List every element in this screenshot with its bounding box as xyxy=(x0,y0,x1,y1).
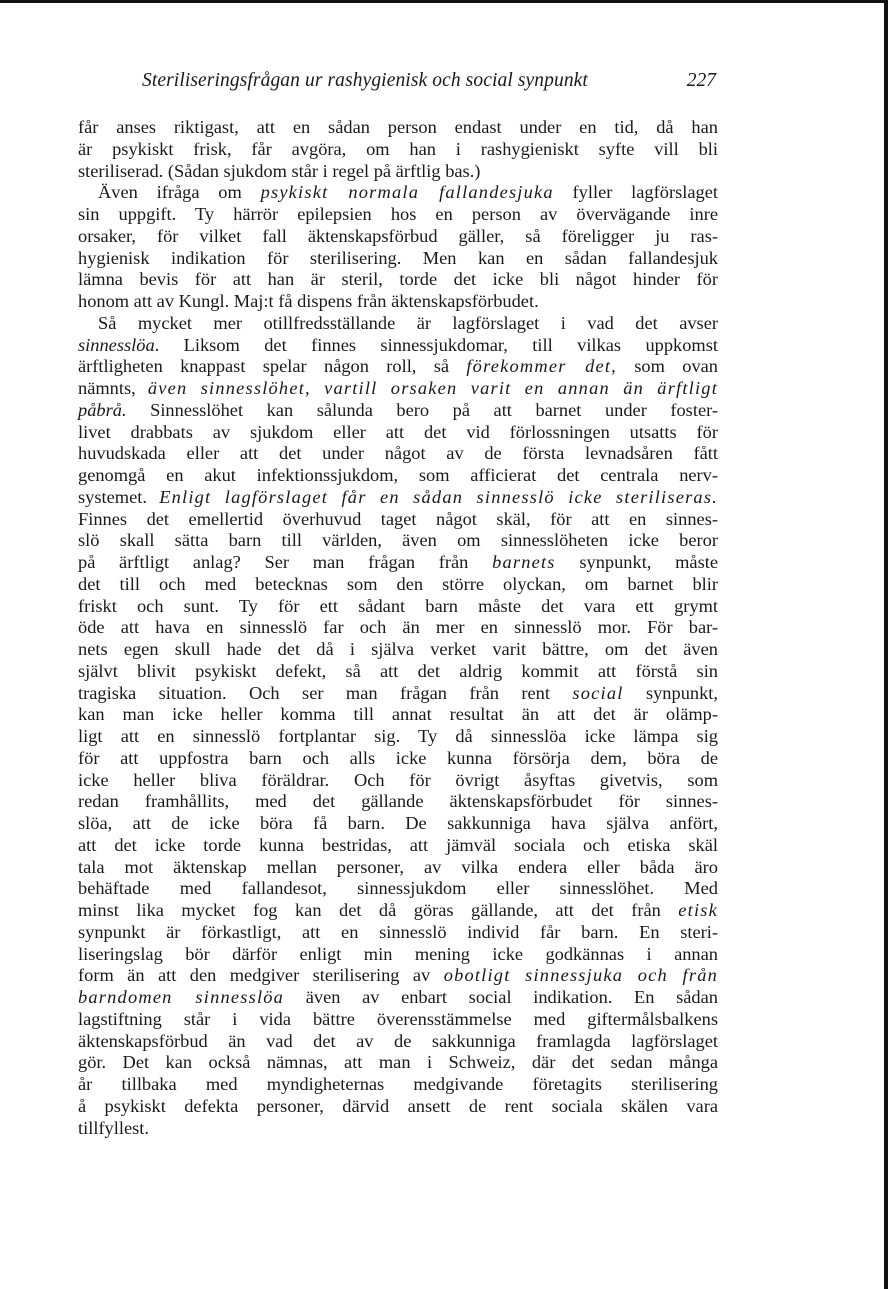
text-line xyxy=(78,117,718,139)
text-line xyxy=(78,835,718,857)
emphasis-text: psykiskt normala fallandesjuka xyxy=(260,182,554,203)
text-run: tragiska situation. Och ser man frågan från rent xyxy=(78,682,573,703)
text-line xyxy=(78,639,718,661)
text-line xyxy=(78,248,718,270)
text-run: tillfyllest. xyxy=(78,1117,150,1138)
text-line xyxy=(78,596,718,618)
text-line xyxy=(78,878,718,900)
emphasis-text: påbrå. xyxy=(78,399,127,420)
text-line xyxy=(78,465,718,487)
text-line xyxy=(78,1031,718,1053)
text-run: liseringslag bör därför enligt min mening icke godkännas i annan xyxy=(78,943,718,964)
emphasis-text: förekommer det, xyxy=(466,356,617,377)
text-run: genomgå en akut infektionssjukdom, som afficierat det centrala nerv- xyxy=(78,465,718,485)
text-run: ligt att en sinnesslö fortplantar sig. Ty då sinnesslöa icke lämpa sig xyxy=(78,726,718,746)
text-line xyxy=(78,443,718,465)
text-run: äktenskapsförbud än vad det av de sakkunniga framlagda lagförslaget xyxy=(78,1030,718,1051)
emphasis-text: obotligt sinnessjuka och från xyxy=(443,965,719,986)
text-run: icke heller bliva föräldrar. Och för övrigt åsyftas givetvis, som xyxy=(78,769,718,790)
text-run: systemet. xyxy=(78,486,160,507)
text-run: sin uppgift. Ty härrör epilepsien hos en person av övervägande inre xyxy=(78,204,718,224)
text-run: orsaker, för vilket fall äktenskapsförbud gäller, så föreligger ju ras- xyxy=(78,225,718,246)
text-run: honom att av Kungl. Maj:t få dispens från äktenskapsförbudet. xyxy=(78,291,539,311)
text-run: Även ifråga om xyxy=(98,182,261,203)
text-line xyxy=(78,226,718,248)
text-line xyxy=(78,139,718,161)
text-line xyxy=(78,422,718,444)
text-run: lagstiftning står i vida bättre överensstämmelse med giftermålsbalkens xyxy=(78,1008,718,1029)
text-run: huvudskada eller att det under något av de första levnadsåren fått xyxy=(78,443,718,464)
text-line xyxy=(78,356,718,378)
text-line xyxy=(78,291,718,313)
scan-border-top xyxy=(0,0,888,3)
body-text xyxy=(78,117,718,1139)
text-line xyxy=(78,944,718,966)
text-run: hygienisk indikation för sterilisering. Men kan en sådan fallandesjuk xyxy=(78,247,718,268)
text-run: gör. Det kan också nämnas, att man i Schweiz, där det sedan många xyxy=(78,1052,718,1073)
text-run: år tillbaka med myndigheternas medgivande företagits sterilisering xyxy=(78,1074,718,1094)
text-line xyxy=(78,552,718,574)
text-run: synpunkt, xyxy=(623,682,718,703)
text-run: synpunkt är förkastligt, att en sinnesslö individ får barn. En steri- xyxy=(78,921,718,942)
text-line xyxy=(78,313,718,335)
text-run: synpunkt, måste xyxy=(555,552,718,572)
text-line xyxy=(78,857,718,879)
text-run: å psykiskt defekta personer, därvid ansett de rent sociala skälen vara xyxy=(78,1095,718,1116)
text-line xyxy=(78,922,718,944)
text-run: slö skall sätta barn till världen, även om sinnesslöheten icke beror xyxy=(78,530,718,551)
text-line xyxy=(78,965,718,987)
text-run: kan man icke heller komma till annat resultat än att det är olämp- xyxy=(78,704,718,725)
text-line xyxy=(78,400,718,422)
text-run: självt blivit psykiskt defekt, så att det aldrig kommit att förstå sin xyxy=(78,660,718,681)
text-run: ärftligheten knappast spelar någon roll, så xyxy=(78,356,467,377)
text-run: friskt och sunt. Ty för ett sådant barn måste det vara ett grymt xyxy=(78,595,718,616)
text-line xyxy=(78,530,718,552)
text-run: för att uppfostra barn och alls icke kunna försörja dem, böra de xyxy=(78,747,718,768)
text-run: är psykiskt frisk, får avgöra, om han i rashygieniskt syfte vill bli xyxy=(78,138,718,159)
emphasis-text: Enligt lagförslaget får en sådan sinnesslö icke steriliseras. xyxy=(159,486,718,507)
text-run: minst lika mycket fog kan det då göras gällande, att det från xyxy=(78,900,679,920)
emphasis-text: även sinnesslöhet, vartill orsaken varit en annan än ärftligt xyxy=(147,378,719,398)
text-run: får anses riktigast, att en sådan person endast under en tid, då han xyxy=(78,117,718,137)
text-line xyxy=(78,726,718,748)
emphasis-text: etisk xyxy=(678,900,718,920)
scan-border-right xyxy=(884,0,888,1289)
text-line xyxy=(78,378,718,400)
text-line xyxy=(78,269,718,291)
text-run: livet drabbats av sjukdom eller att det vid förlossningen utsatts för xyxy=(78,421,718,442)
text-line xyxy=(78,1096,718,1118)
emphasis-text: barndomen sinnesslöa xyxy=(78,987,285,1007)
text-run: nämnts, xyxy=(78,378,148,398)
text-run: på ärftligt anlag? Ser man frågan från xyxy=(78,552,493,572)
text-line xyxy=(78,748,718,770)
text-line xyxy=(78,335,718,357)
text-run: det till och med betecknas som den större olyckan, om barnet blir xyxy=(78,573,718,594)
text-line xyxy=(78,1052,718,1074)
text-run: öde att hava en sinnesslö far och än mer en sinnesslö mor. För bar- xyxy=(78,617,718,638)
text-line xyxy=(78,574,718,596)
text-line xyxy=(78,900,718,922)
text-line xyxy=(78,1074,718,1096)
text-run: nets egen skull hade det då i själva verket varit bättre, om det även xyxy=(78,639,718,659)
text-run: form än att den medgiver sterilisering av xyxy=(78,965,444,986)
text-line xyxy=(78,161,718,183)
text-line xyxy=(78,1118,718,1140)
running-head xyxy=(78,70,718,100)
text-line xyxy=(78,509,718,531)
emphasis-text: sinnesslöa xyxy=(78,334,155,355)
text-run: behäftade med fallandesot, sinnessjukdom eller sinnesslöhet. Med xyxy=(78,878,718,899)
text-run: steriliserad. (Sådan sjukdom står i regel på ärftlig bas.) xyxy=(78,160,481,181)
text-run: lämna bevis för att han är steril, torde det icke bli något hinder för xyxy=(78,269,718,290)
text-line xyxy=(78,487,718,509)
text-run: att det icke torde kunna bestridas, att jämväl sociala och etiska skäl xyxy=(78,834,718,855)
text-run: även av enbart social indikation. En sådan xyxy=(284,987,718,1007)
text-line xyxy=(78,1009,718,1031)
text-run: redan framhållits, med det gällande äktenskapsförbudet för sinnes- xyxy=(78,791,718,812)
text-line xyxy=(78,617,718,639)
text-run: slöa, att de icke böra få barn. De sakkunniga hava själva anfört, xyxy=(78,813,718,833)
text-line xyxy=(78,813,718,835)
text-line xyxy=(78,661,718,683)
emphasis-text: social xyxy=(572,682,624,703)
text-line xyxy=(78,182,718,204)
text-run: Så mycket mer otillfredsställande är lagförslaget i vad det avser xyxy=(98,312,718,333)
text-line xyxy=(78,987,718,1009)
text-run: som ovan xyxy=(616,356,718,377)
text-line xyxy=(78,791,718,813)
text-run: . Liksom det finnes sinnessjukdomar, till vilkas uppkomst xyxy=(154,334,718,355)
emphasis-text: barnets xyxy=(492,552,556,572)
text-line xyxy=(78,770,718,792)
text-line xyxy=(78,704,718,726)
text-line xyxy=(78,683,718,705)
text-run: Sinnesslöhet kan sålunda bero på att barnet under foster- xyxy=(126,399,718,420)
page-number: 227 xyxy=(686,70,716,91)
text-line xyxy=(78,204,718,226)
text-run: tala mot äktenskap mellan personer, av vilka endera eller båda äro xyxy=(78,856,718,877)
text-run: Finnes det emellertid överhuvud taget något skäl, för att en sinnes- xyxy=(78,508,718,529)
text-run: fyller lagförslaget xyxy=(553,182,718,203)
running-title: Steriliseringsfrågan ur rashygienisk och social synpunkt xyxy=(142,70,588,91)
